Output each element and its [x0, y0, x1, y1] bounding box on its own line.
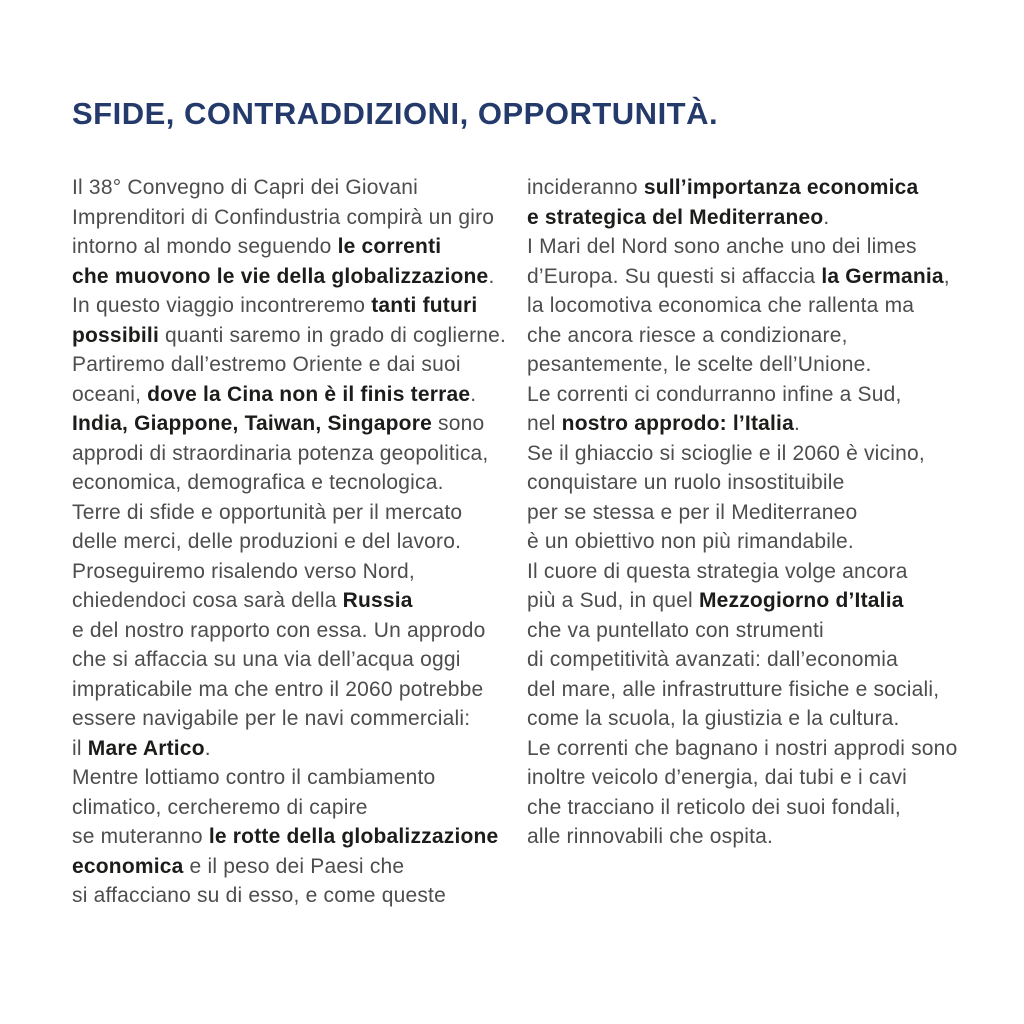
body-text: Terre di sfide e opportunità per il mercato — [72, 500, 463, 524]
body-text: Il cuore di questa strategia volge ancora — [527, 559, 908, 583]
text-line — [527, 645, 957, 675]
text-line — [72, 704, 506, 734]
text-line — [527, 203, 957, 233]
text-line — [527, 822, 957, 852]
bold-text: Russia — [342, 589, 413, 612]
text-line — [527, 262, 957, 292]
text-line — [72, 616, 506, 646]
body-text: per se stessa e per il Mediterraneo — [527, 500, 858, 524]
text-line — [72, 852, 506, 882]
text-line — [72, 262, 506, 292]
body-text: Partiremo dall’estremo Oriente e dai suoi — [72, 353, 461, 376]
text-line — [72, 822, 506, 852]
page-title: SFIDE, CONTRADDIZIONI, OPPORTUNITÀ. — [72, 96, 719, 131]
body-text: come la scuola, la giustizia e la cultura. — [527, 707, 900, 730]
body-text: pesantemente, le scelte dell’Unione. — [527, 353, 872, 376]
body-text: inoltre veicolo d’energia, dai tubi e i cavi — [527, 766, 908, 789]
bold-text: le correnti — [337, 235, 442, 258]
body-text: Il 38° Convegno di Capri dei Giovani — [72, 176, 418, 199]
text-line — [72, 439, 506, 469]
body-text: di competitività avanzati: dall’economia — [527, 648, 899, 671]
body-text: essere navigabile per le navi commerciali: — [72, 707, 471, 730]
text-line — [527, 321, 957, 351]
text-line — [527, 734, 957, 764]
text-line — [72, 203, 506, 233]
body-text: Le correnti che bagnano i nostri approdi sono — [527, 736, 958, 760]
text-line — [72, 763, 506, 793]
body-text: approdi di straordinaria potenza geopolitica, — [72, 441, 489, 465]
body-text: . — [793, 412, 801, 435]
text-line — [527, 173, 957, 203]
text-line — [72, 734, 506, 764]
body-text: quanti saremo in grado di coglierne. — [158, 323, 507, 347]
text-line — [527, 409, 957, 439]
text-column-left — [72, 173, 506, 911]
text-line — [72, 557, 506, 587]
text-line — [72, 645, 506, 675]
body-text: Imprenditori di Confindustria compirà un giro — [72, 205, 495, 229]
text-line — [72, 232, 506, 262]
body-text: intorno al mondo seguendo — [72, 235, 338, 258]
body-text: sono — [431, 412, 485, 435]
text-line — [72, 380, 506, 410]
body-text: e il peso dei Paesi che — [183, 854, 405, 878]
text-line — [527, 763, 957, 793]
body-text: è un obiettivo non più rimandabile. — [527, 530, 854, 553]
body-text: e del nostro rapporto con essa. Un approdo — [72, 618, 486, 642]
body-text: che va puntellato con strumenti — [527, 618, 824, 642]
text-line — [527, 616, 957, 646]
body-text: . — [823, 205, 830, 229]
body-text: se muteranno — [72, 825, 209, 848]
text-line — [72, 675, 506, 705]
bold-text: economica — [72, 854, 184, 878]
body-text: Mentre lottiamo contro il cambiamento — [72, 766, 436, 789]
body-text: del mare, alle infrastrutture fisiche e sociali, — [527, 677, 940, 701]
text-line — [527, 350, 957, 380]
body-text: chiedendoci cosa sarà della — [72, 589, 343, 612]
body-text: delle merci, delle produzioni e del lavoro. — [72, 530, 462, 553]
body-text: che tracciano il reticolo dei suoi fondali, — [527, 795, 901, 819]
body-text: che si affaccia su una via dell’acqua oggi — [72, 648, 461, 671]
body-text: alle rinnovabili che ospita. — [527, 825, 774, 848]
text-line — [527, 232, 957, 262]
bold-text: dove la Cina non è il finis terrae — [147, 382, 471, 406]
text-line — [72, 409, 506, 439]
text-line — [72, 586, 506, 616]
text-line — [527, 498, 957, 528]
bold-text: la Germania — [821, 264, 944, 288]
body-text: la locomotiva economica che rallenta ma — [527, 294, 915, 317]
text-line — [527, 586, 957, 616]
text-line — [527, 527, 957, 557]
body-text: incideranno — [527, 176, 644, 199]
body-text: climatico, cercheremo di capire — [72, 795, 368, 819]
text-line — [527, 557, 957, 587]
text-line — [72, 291, 506, 321]
body-text: economica, demografica e tecnologica. — [72, 471, 444, 494]
body-text: I Mari del Nord sono anche uno dei limes — [527, 235, 917, 258]
text-line — [527, 704, 957, 734]
bold-text: possibili — [72, 323, 159, 347]
text-line — [527, 380, 957, 410]
text-line — [72, 498, 506, 528]
text-line — [72, 321, 506, 351]
bold-text: che muovono le vie della globalizzazione — [72, 264, 489, 288]
text-column-right — [527, 173, 957, 852]
text-line — [72, 468, 506, 498]
body-text: il — [72, 736, 88, 760]
bold-text: nostro approdo: l’Italia — [561, 412, 794, 435]
body-text: più a Sud, in quel — [527, 589, 699, 612]
bold-text: sull’importanza economica — [643, 176, 919, 199]
body-text: nel — [527, 412, 562, 435]
body-text: Le correnti ci condurranno infine a Sud, — [527, 382, 902, 406]
text-line — [72, 527, 506, 557]
text-line — [72, 173, 506, 203]
text-line — [527, 793, 957, 823]
text-line — [527, 291, 957, 321]
bold-text: India, Giappone, Taiwan, Singapore — [72, 412, 432, 435]
bold-text: Mezzogiorno d’Italia — [698, 589, 904, 612]
text-line — [72, 350, 506, 380]
body-text: . — [470, 382, 477, 406]
body-text: In questo viaggio incontreremo — [72, 294, 372, 317]
text-line — [527, 439, 957, 469]
text-line — [527, 675, 957, 705]
body-text: Proseguiremo risalendo verso Nord, — [72, 559, 415, 583]
text-line — [72, 881, 506, 911]
bold-text: le rotte della globalizzazione — [208, 825, 499, 848]
body-text: d’Europa. Su questi si affaccia — [527, 264, 822, 288]
body-text: si affacciano su di esso, e come queste — [72, 884, 446, 907]
bold-text: e strategica del Mediterraneo — [527, 205, 824, 229]
body-text: Se il ghiaccio si scioglie e il 2060 è vicino, — [527, 441, 925, 465]
body-text: . — [204, 736, 211, 760]
text-line — [72, 793, 506, 823]
body-text: che ancora riesce a condizionare, — [527, 323, 848, 347]
body-text: impraticabile ma che entro il 2060 potrebbe — [72, 677, 484, 701]
body-text: , — [943, 264, 950, 288]
body-text: oceani, — [72, 382, 148, 406]
bold-text: tanti futuri — [371, 294, 478, 317]
body-text: conquistare un ruolo insostituibile — [527, 471, 845, 494]
bold-text: Mare Artico — [87, 736, 205, 760]
body-text: . — [488, 264, 495, 288]
text-line — [527, 468, 957, 498]
